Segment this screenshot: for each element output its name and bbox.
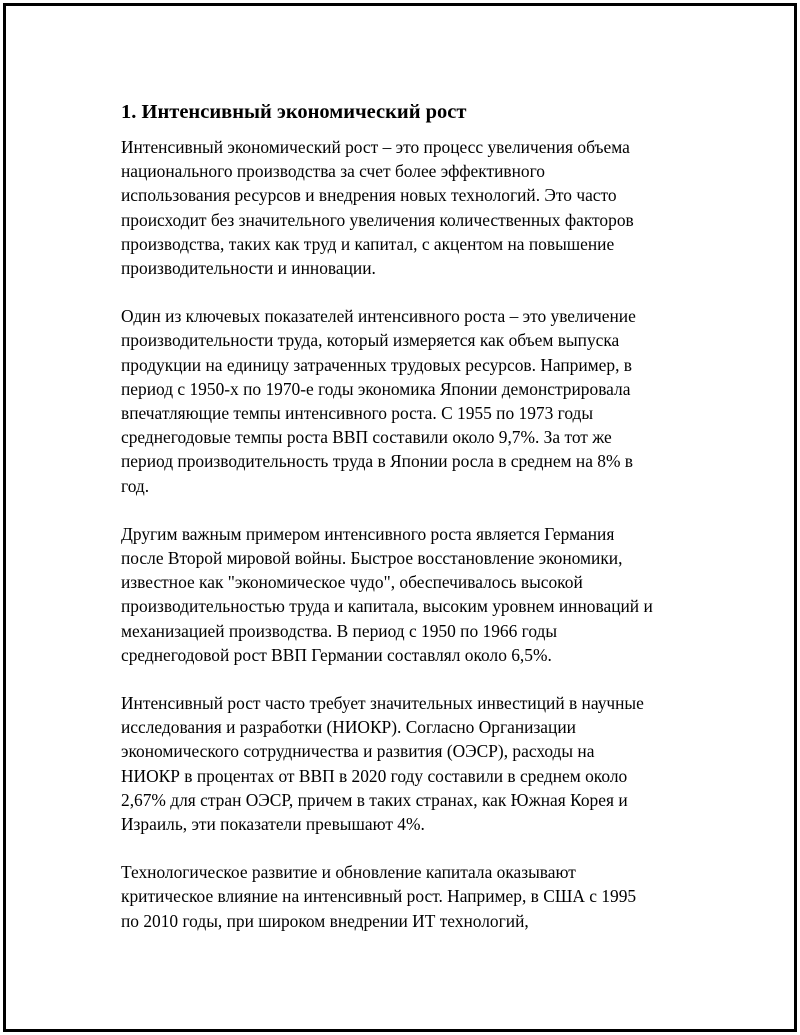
paragraph-4 bbox=[121, 691, 701, 836]
text-line: Технологическое развитие и обновление капитала оказывают bbox=[121, 862, 576, 883]
paragraph-5 bbox=[121, 860, 701, 933]
text-line: производства, таких как труд и капитал, с акцентом на повышение bbox=[121, 233, 615, 254]
paragraph-1 bbox=[121, 135, 701, 280]
text-line: по 2010 годы, при широком внедрении ИТ технологий, bbox=[121, 910, 529, 931]
document-content bbox=[121, 98, 701, 957]
text-line: после Второй мировой войны. Быстрое восстановление экономики, bbox=[121, 548, 623, 569]
text-line: производительности и инновации. bbox=[121, 258, 376, 279]
text-line: экономического сотрудничества и развития (ОЭСР), расходы на bbox=[121, 741, 595, 762]
text-line: использования ресурсов и внедрения новых технологий. Это часто bbox=[121, 185, 617, 206]
text-line: исследования и разработки (НИОКР). Согласно Организации bbox=[121, 717, 576, 738]
text-line: национального производства за счет более эффективного bbox=[121, 161, 545, 182]
text-line: период с 1950-х по 1970-е годы экономика Японии демонстрировала bbox=[121, 378, 631, 399]
text-line: Один из ключевых показателей интенсивного роста – это увеличение bbox=[121, 306, 636, 327]
text-line: среднегодовые темпы роста ВВП составили около 9,7%. За тот же bbox=[121, 427, 612, 448]
section-heading: 1. Интенсивный экономический рост bbox=[121, 101, 467, 123]
text-line: производительностью труда и капитала, высоким уровнем инноваций и bbox=[121, 596, 653, 617]
text-line: 2,67% для стран ОЭСР, причем в таких странах, как Южная Корея и bbox=[121, 789, 628, 810]
text-line: период производительность труда в Японии росла в среднем на 8% в bbox=[121, 451, 634, 472]
text-line: Израиль, эти показатели превышают 4%. bbox=[121, 814, 425, 835]
text-line: НИОКР в процентах от ВВП в 2020 году составили в среднем около bbox=[121, 765, 628, 786]
text-line: среднегодовой рост ВВП Германии составлял около 6,5%. bbox=[121, 644, 552, 665]
paragraph-3 bbox=[121, 522, 701, 667]
text-line: известное как "экономическое чудо", обеспечивалось высокой bbox=[121, 572, 583, 593]
text-line: происходит без значительного увеличения количественных факторов bbox=[121, 209, 634, 230]
text-line: механизацией производства. В период с 1950 по 1966 годы bbox=[121, 620, 558, 641]
text-line: критическое влияние на интенсивный рост. Например, в США с 1995 bbox=[121, 886, 637, 907]
text-line: впечатляющие темпы интенсивного роста. С 1955 по 1973 годы bbox=[121, 403, 594, 424]
text-line: год. bbox=[121, 475, 150, 496]
document-page bbox=[3, 3, 797, 1032]
text-line: Интенсивный экономический рост – это процесс увеличения объема bbox=[121, 137, 630, 157]
text-line: продукции на единицу затраченных трудовых ресурсов. Например, в bbox=[121, 354, 633, 375]
paragraph-2 bbox=[121, 304, 701, 498]
text-line: производительности труда, который измеряется как объем выпуска bbox=[121, 330, 620, 351]
text-line: Другим важным примером интенсивного роста является Германия bbox=[121, 523, 615, 544]
text-line: Интенсивный рост часто требует значительных инвестиций в научные bbox=[121, 693, 644, 714]
